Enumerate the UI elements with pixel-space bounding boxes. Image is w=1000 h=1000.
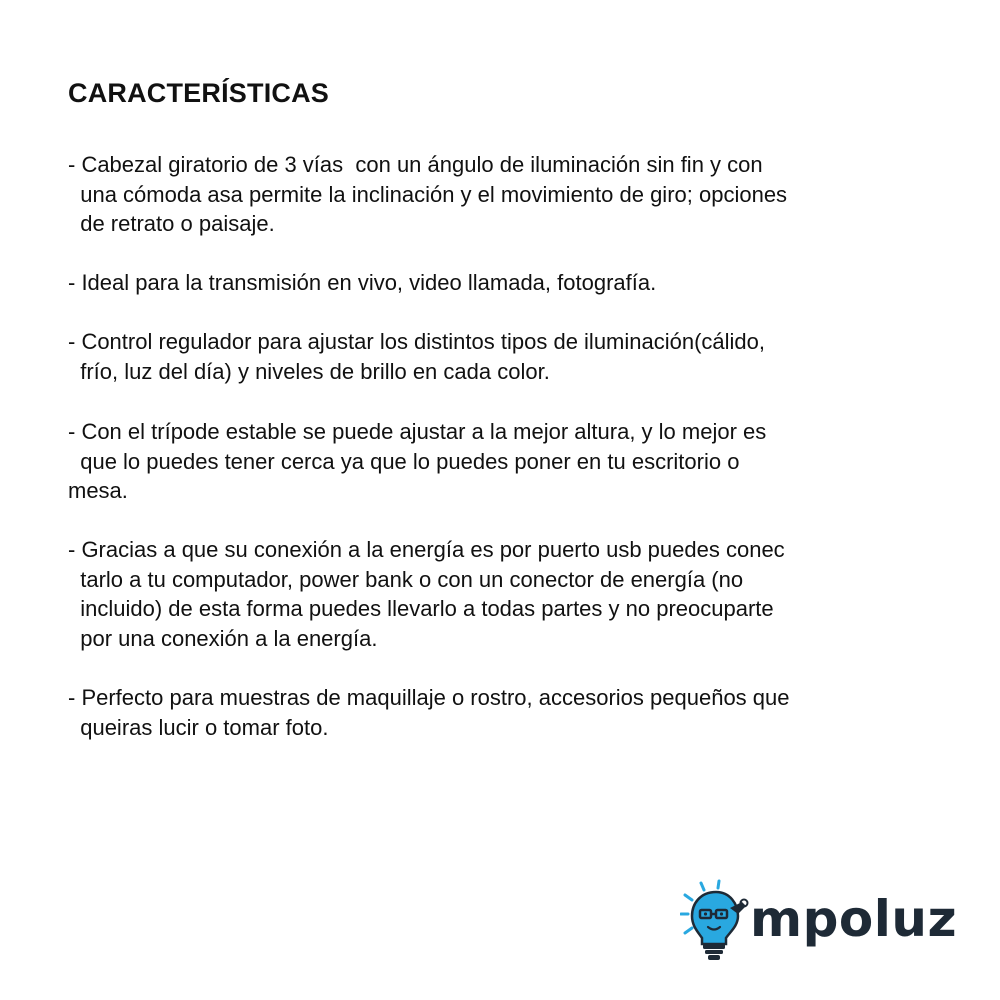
feature-tripod: - Con el trípode estable se puede ajustar a la mejor altura, y lo mejor es que lo puedes tener cerca ya que lo puedes poner en tu escritorio o mesa. <box>68 419 767 503</box>
feature-dimmer-control: - Control regulador para ajustar los distintos tipos de iluminación(cálido, frío, luz del día) y niveles de brillo en cada color. <box>68 329 766 384</box>
logo-wordmark: mpoluz <box>750 890 958 948</box>
lightbulb-mascot-icon <box>680 878 752 966</box>
feature-usb-power: - Gracias a que su conexión a la energía es por puerto usb puedes conec tarlo a tu computador, power bank o con un conector de energía (no incluido) de esta forma puedes llevarlo a todas partes y no preocuparte por una conexión a la energía. <box>68 537 785 651</box>
feature-makeup-use: - Perfecto para muestras de maquillaje o rostro, accesorios pequeños que queiras lucir o tomar foto. <box>68 685 790 740</box>
feature-ideal-use: - Ideal para la transmisión en vivo, video llamada, fotografía. <box>68 270 657 295</box>
feature-rotating-head: - Cabezal giratorio de 3 vías con un ángulo de iluminación sin fin y con una cómoda asa permite la inclinación y el movimiento de giro; opciones de retrato o paisaje. <box>68 152 788 236</box>
impoluz-logo <box>680 878 958 968</box>
page-title: CARACTERÍSTICAS <box>68 78 330 108</box>
